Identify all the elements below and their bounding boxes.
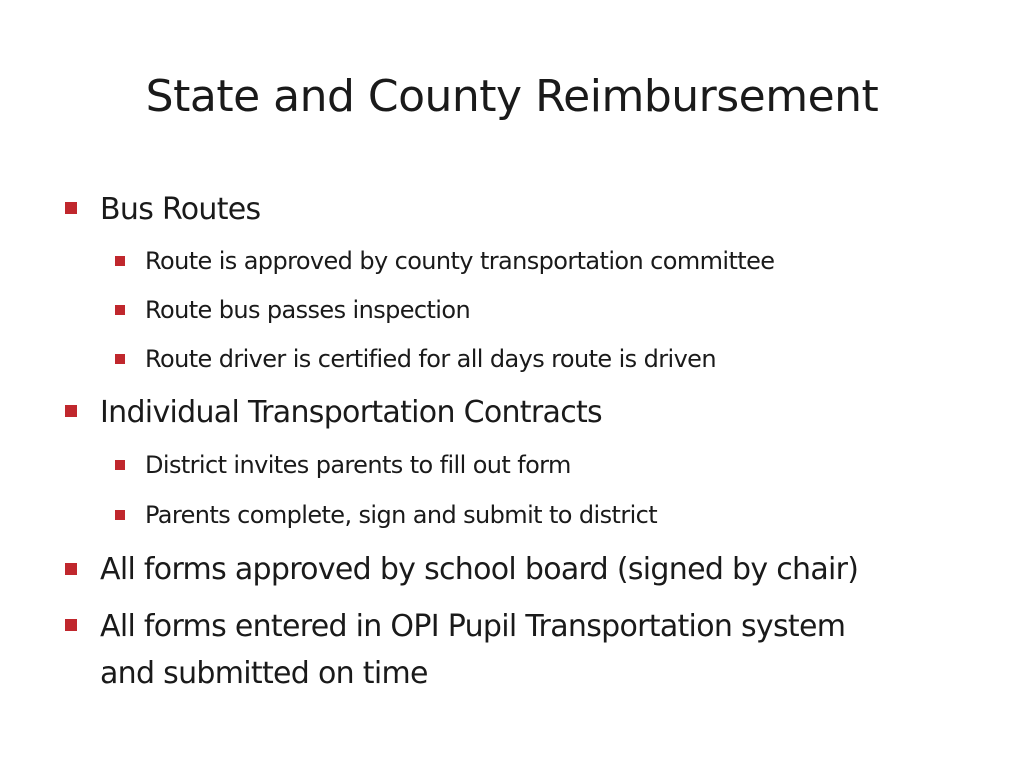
sub-bullet-text: District invites parents to fill out form <box>145 451 571 479</box>
square-bullet-icon <box>65 619 77 631</box>
square-bullet-icon <box>115 354 125 364</box>
slide-title: State and County Reimbursement <box>145 71 879 122</box>
square-bullet-icon <box>115 510 125 520</box>
bullet-text: Bus Routes <box>100 192 261 227</box>
square-bullet-icon <box>115 305 125 315</box>
sub-bullet-text: Route bus passes inspection <box>145 296 471 324</box>
square-bullet-icon <box>115 256 125 266</box>
bullet-text: Individual Transportation Contracts <box>100 395 602 430</box>
square-bullet-icon <box>65 202 77 214</box>
square-bullet-icon <box>65 563 77 575</box>
sub-bullet-text: Route is approved by county transportation committee <box>145 247 775 275</box>
square-bullet-icon <box>65 405 77 417</box>
sub-bullet-text: Route driver is certified for all days route is driven <box>145 345 716 373</box>
sub-bullet-text: Parents complete, sign and submit to district <box>145 501 658 529</box>
bullet-text-line-1: All forms entered in OPI Pupil Transportation system <box>100 609 846 644</box>
bullet-text-line-2: and submitted on time <box>100 656 428 691</box>
square-bullet-icon <box>115 460 125 470</box>
bullet-text: All forms approved by school board (signed by chair) <box>100 552 859 587</box>
